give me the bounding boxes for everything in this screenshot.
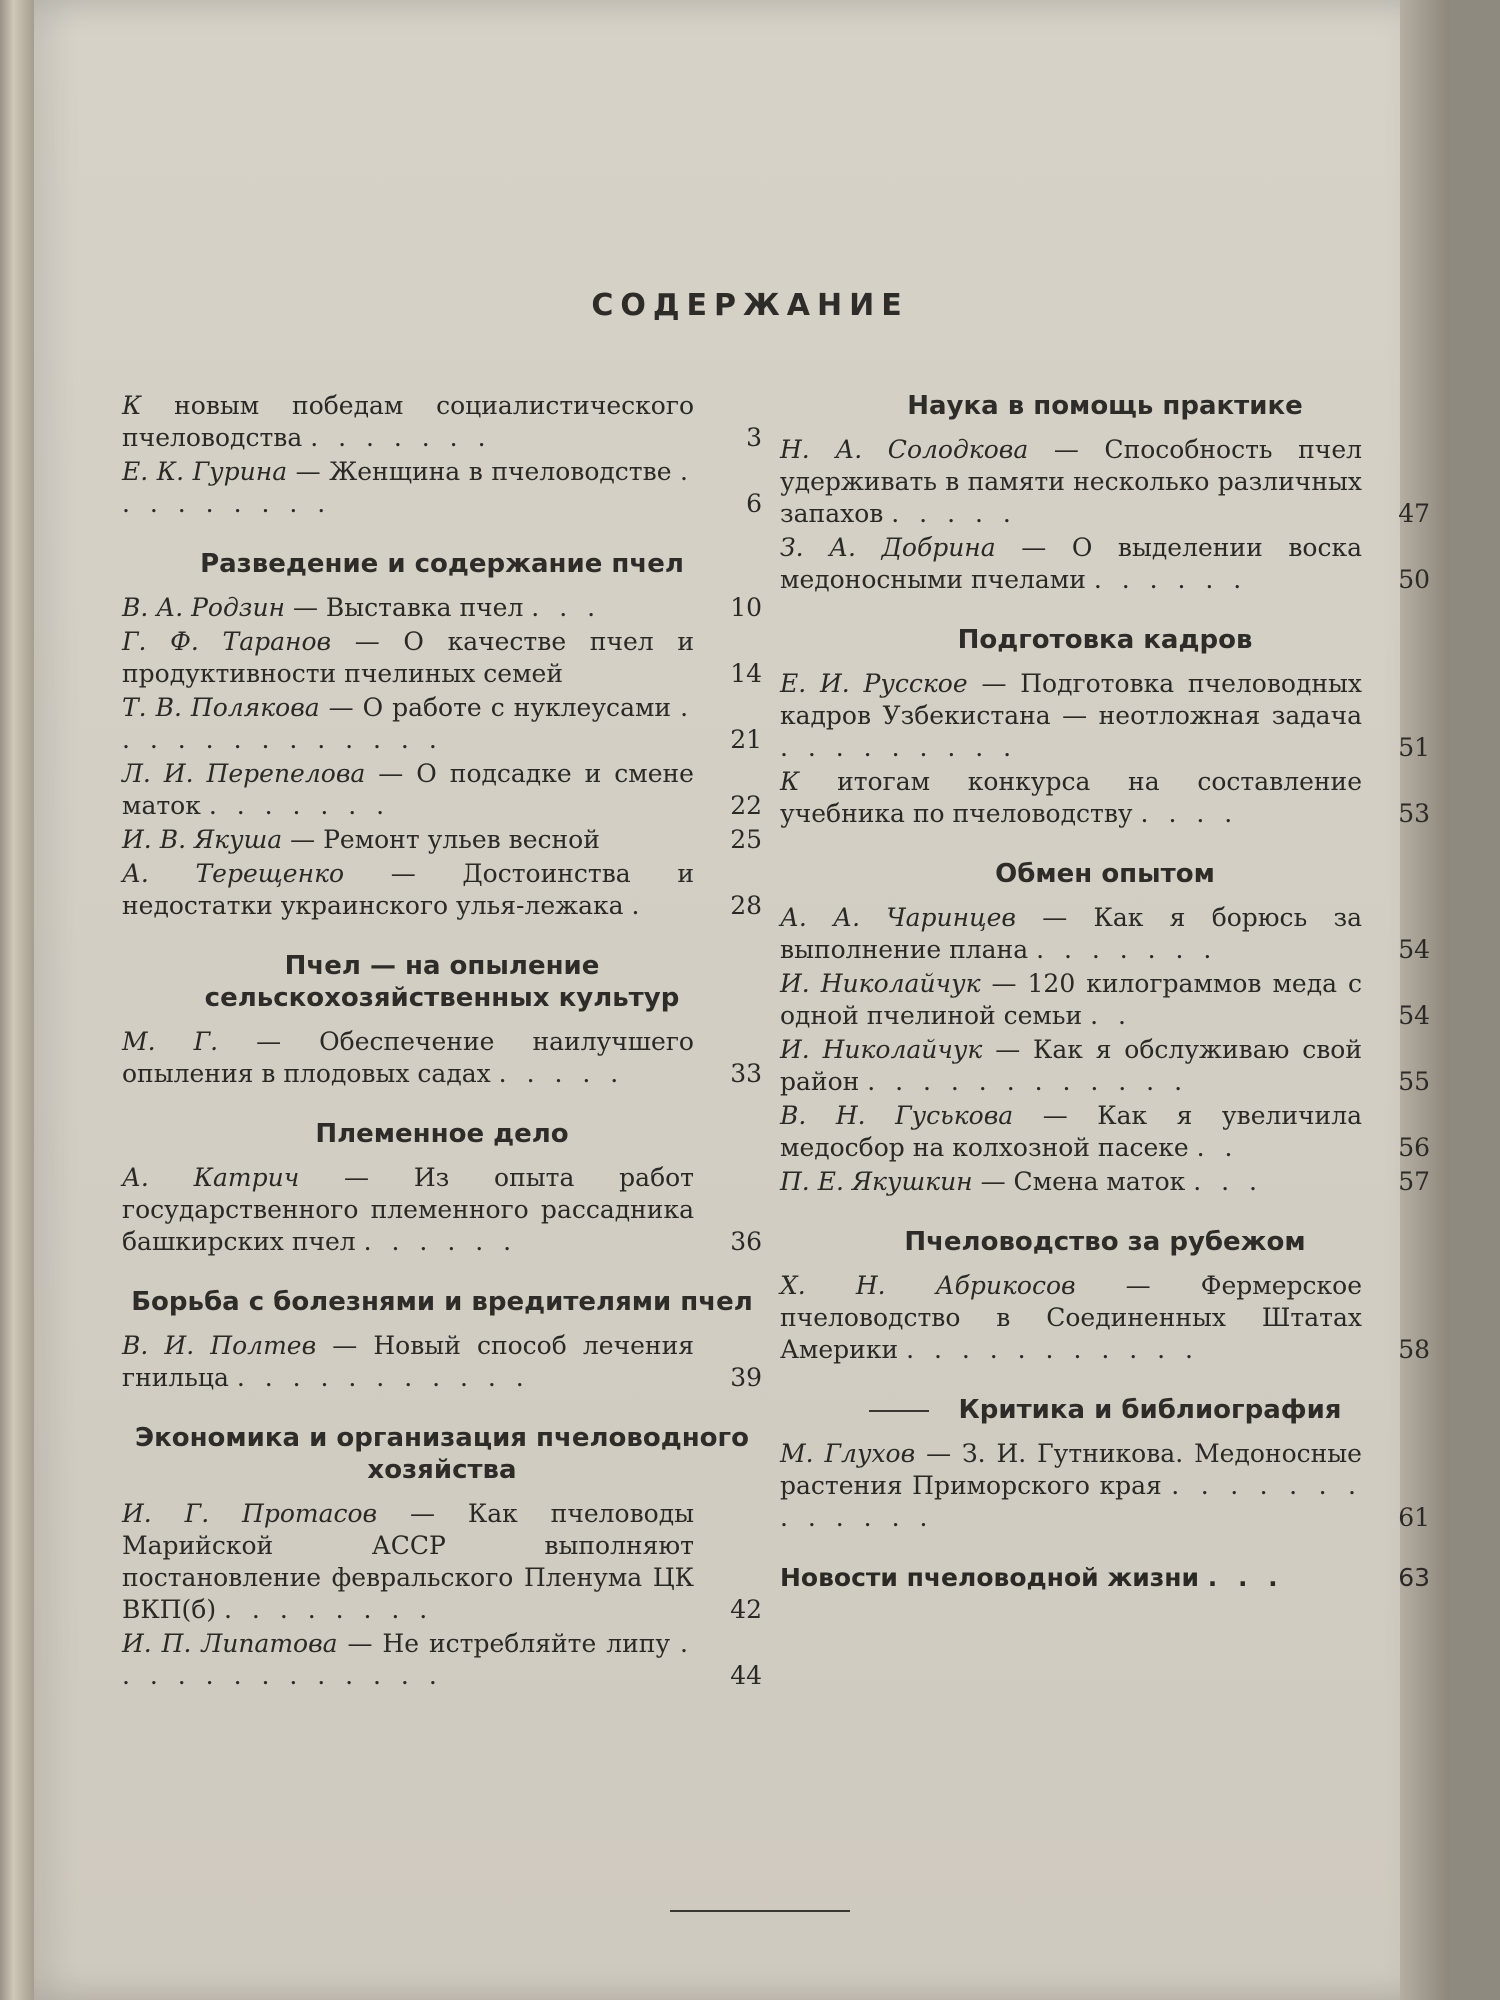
toc-entry-author: Е. И. Русское — [780, 669, 982, 698]
toc-entry-author: В. И. Полтев — [122, 1331, 333, 1360]
page-number: 56 — [1398, 1133, 1430, 1162]
leader-dots: . . . . . . . . . . . — [906, 1335, 1199, 1364]
page-number: 61 — [1398, 1503, 1430, 1532]
toc-left-column — [122, 390, 762, 1694]
bottom-rule — [670, 1910, 850, 1912]
toc-entry-title: — Ремонт ульев весной — [290, 825, 600, 854]
toc-entry — [122, 824, 762, 856]
toc-entry — [780, 532, 1430, 596]
section-heading-label: Экономика и организация пчеловодного хозяйства — [134, 1423, 749, 1485]
leader-dots: . . . . . — [498, 1059, 625, 1088]
leader-dots: . — [631, 891, 646, 920]
page-number: 42 — [730, 1595, 762, 1624]
section-heading — [780, 1394, 1430, 1426]
toc-entry-title: — Как я обслуживаю свой район — [780, 1035, 1363, 1096]
toc-entry-title: — Обеспечение наилучшего опыления в плодовых садах — [122, 1027, 694, 1088]
toc-entry-author: А. Катрич — [122, 1163, 345, 1192]
page-number: 3 — [746, 423, 762, 452]
toc-entry-title: новым победам социалистического пчеловодства — [122, 391, 694, 452]
toc-entry-author: И. Николайчук — [780, 969, 992, 998]
toc-entry-author: К — [780, 767, 838, 796]
toc-entry-title: — Женщина в пчеловодстве — [295, 457, 681, 486]
page-number: 54 — [1398, 1001, 1430, 1030]
toc-entry-title: — О работе с нуклеусами — [328, 693, 681, 722]
toc-entry-title: — Выставка пчел — [292, 593, 532, 622]
section-heading-label: Подготовка кадров — [957, 625, 1253, 655]
toc-entry-author: В. Н. Гуськова — [780, 1101, 1043, 1130]
toc-entry — [780, 1034, 1430, 1098]
toc-entry — [122, 758, 762, 822]
toc-entry-author: Т. В. Полякова — [122, 693, 329, 722]
toc-entry-author: Л. И. Перепелова — [122, 759, 379, 788]
toc-entry — [780, 968, 1430, 1032]
leader-dots: . . — [1196, 1133, 1239, 1162]
page-number: 14 — [730, 659, 762, 688]
section-heading — [122, 1286, 762, 1318]
toc-entry — [122, 592, 762, 624]
page-number: 58 — [1398, 1335, 1430, 1364]
toc-entry — [122, 1498, 762, 1626]
toc-entry — [122, 858, 762, 922]
toc-entry-title: — Как я увеличила медосбор на колхозной пасеке — [780, 1101, 1363, 1162]
leader-dots: . . . . . . . . . . . . — [867, 1067, 1189, 1096]
section-heading-label: Борьба с болезнями и вредителями пчел — [131, 1287, 753, 1317]
section-heading-label: Наука в помощь практике — [907, 391, 1303, 421]
section-heading — [780, 858, 1430, 890]
leader-dots: . . . . . . . — [1036, 935, 1218, 964]
page-number: 21 — [730, 725, 762, 754]
toc-entry-author: А. Терещенко — [122, 859, 391, 888]
toc-entry-author: И. П. Липатова — [122, 1629, 348, 1658]
page-number: 28 — [730, 891, 762, 920]
toc-entry-title: — Способность пчел удерживать в памяти несколько различных запахов — [780, 435, 1362, 528]
section-heading-label: Пчел — на опыление сельскохозяйственных культур — [204, 951, 680, 1013]
toc-entry-author: Н. А. Солодкова — [780, 435, 1054, 464]
leader-dots: . . . . . . . . . — [122, 457, 694, 518]
toc-entry-title: — Как я борюсь за выполнение плана — [780, 903, 1362, 964]
leader-dots: . . . . . . . . . . . . . — [122, 693, 695, 754]
toc-entry-title: — Достоинства и недостатки украинского улья-лежака — [122, 859, 695, 920]
page-number: 33 — [730, 1059, 762, 1088]
page-number: 55 — [1398, 1067, 1430, 1096]
leader-dots: . . . . . . . . . . . . . — [122, 1629, 694, 1690]
page-number: 22 — [730, 791, 762, 820]
toc-entry — [122, 1330, 762, 1394]
toc-entry — [780, 1166, 1430, 1198]
page-number: 44 — [730, 1661, 762, 1690]
toc-entry-title: — О выделении воска медоносными пчелами — [780, 533, 1362, 594]
toc-entry — [780, 1100, 1430, 1164]
section-heading — [780, 624, 1430, 656]
leader-dots: . . . — [1207, 1563, 1284, 1592]
toc-entry-author: И. Г. Протасов — [122, 1499, 410, 1528]
toc-entry-title: — Фермерское пчеловодство в Соединенных Штатах Америки — [780, 1271, 1362, 1364]
toc-entry — [122, 1162, 762, 1258]
leader-dots: . . . . . . . . . — [780, 733, 1018, 762]
page-number: 50 — [1398, 565, 1430, 594]
page-number: 51 — [1398, 733, 1430, 762]
toc-entry — [122, 1026, 762, 1090]
section-heading — [122, 548, 762, 580]
section-rule — [869, 1410, 929, 1412]
page-number: 54 — [1398, 935, 1430, 964]
section-heading-label: Обмен опытом — [995, 859, 1215, 889]
toc-entry-author: З. А. Добрина — [780, 533, 1022, 562]
toc-entry — [122, 1628, 762, 1692]
section-heading-label: Разведение и содержание пчел — [200, 549, 684, 579]
section-heading — [780, 390, 1430, 422]
toc-entry — [780, 434, 1430, 530]
page-number: 39 — [730, 1363, 762, 1392]
page-number: 47 — [1398, 499, 1430, 528]
toc-entry-title: — О качестве пчел и продуктивности пчелиных семей — [122, 627, 694, 688]
toc-entry — [780, 1270, 1430, 1366]
toc-entry — [122, 390, 762, 454]
leader-dots: . . . — [531, 593, 602, 622]
toc-entry-title: — Подготовка пчеловодных кадров Узбекистана — неотложная задача — [780, 669, 1363, 730]
section-heading — [122, 950, 762, 1014]
leader-dots: . . . . . . . — [310, 423, 492, 452]
toc-entry-title: — 120 килограммов меда с одной пчелиной семьи — [780, 969, 1362, 1030]
toc-entry-author: М. Глухов — [780, 1439, 927, 1468]
toc-entry-title: — О подсадке и смене маток — [122, 759, 694, 820]
toc-entry — [122, 692, 762, 756]
toc-entry-title: — Не истребляйте липу — [347, 1629, 681, 1658]
toc-entry-title: — Как пчеловоды Марийской АССР выполняют постановление февральского Пленума ЦК ВКП(б) — [122, 1499, 694, 1624]
toc-entry — [780, 902, 1430, 966]
toc-entry-title: — Из опыта работ государственного племенного рассадника башкирских пчел — [122, 1163, 694, 1256]
section-heading — [780, 1226, 1430, 1258]
toc-entry-author: А. А. Чаринцев — [780, 903, 1043, 932]
toc-entry-author: Х. Н. Абрикосов — [780, 1271, 1126, 1300]
leader-dots: . . . . . . . — [208, 791, 391, 820]
leader-dots: . . . . — [1140, 799, 1239, 828]
toc-entry-title: Новости пчеловодной жизни — [780, 1563, 1208, 1592]
page-title: СОДЕРЖАНИЕ — [591, 288, 909, 323]
toc-entry — [122, 626, 762, 690]
page-number: 25 — [730, 825, 762, 854]
toc-entry — [780, 766, 1430, 830]
toc-entry-title: итогам конкурса на составление учебника по пчеловодству — [780, 767, 1362, 828]
page-number: 36 — [730, 1227, 762, 1256]
leader-dots: . . . . . . . . — [224, 1595, 434, 1624]
leader-dots: . . . . . . — [363, 1227, 518, 1256]
toc-entry-author: В. А. Родзин — [122, 593, 293, 622]
toc-entry-author: М. Г. — [122, 1027, 257, 1056]
toc-entry — [780, 1562, 1430, 1594]
toc-entry-author: Е. К. Гурина — [122, 457, 296, 486]
toc-entry — [780, 1438, 1430, 1534]
section-heading-label: Пчеловодство за рубежом — [904, 1227, 1306, 1257]
section-heading-label: Племенное дело — [315, 1119, 569, 1149]
toc-entry-title: — Смена маток — [980, 1167, 1194, 1196]
leader-dots: . . . . . — [891, 499, 1017, 528]
toc-entry — [780, 668, 1430, 764]
leader-dots: . . — [1090, 1001, 1132, 1030]
leader-dots: . . . — [1193, 1167, 1263, 1196]
toc-entry-author: К — [122, 391, 175, 420]
section-heading-label: Критика и библиография — [958, 1395, 1342, 1425]
toc-entry-author: П. Е. Якушкин — [780, 1167, 981, 1196]
page-number: 6 — [746, 489, 762, 518]
page-number: 57 — [1398, 1167, 1430, 1196]
toc-entry-author: И. В. Якуша — [122, 825, 291, 854]
page-number: 63 — [1398, 1563, 1430, 1592]
section-heading — [122, 1422, 762, 1486]
toc-entry — [122, 456, 762, 520]
leader-dots: . . . . . . . . . . . . . — [780, 1471, 1362, 1532]
section-heading — [122, 1118, 762, 1150]
leader-dots: . . . . . . . . . . . — [236, 1363, 530, 1392]
leader-dots: . . . . . . — [1093, 565, 1248, 594]
toc-entry-title: — З. И. Гутникова. Медоносные растения Приморского края — [780, 1439, 1362, 1500]
toc-entry-author: Г. Ф. Таранов — [122, 627, 355, 656]
page-number: 10 — [730, 593, 762, 622]
toc-entry-author: И. Николайчук — [780, 1035, 996, 1064]
toc-entry-title: — Новый способ лечения гнильца — [122, 1331, 695, 1392]
toc-right-column — [780, 390, 1430, 1596]
page-number: 53 — [1398, 799, 1430, 828]
